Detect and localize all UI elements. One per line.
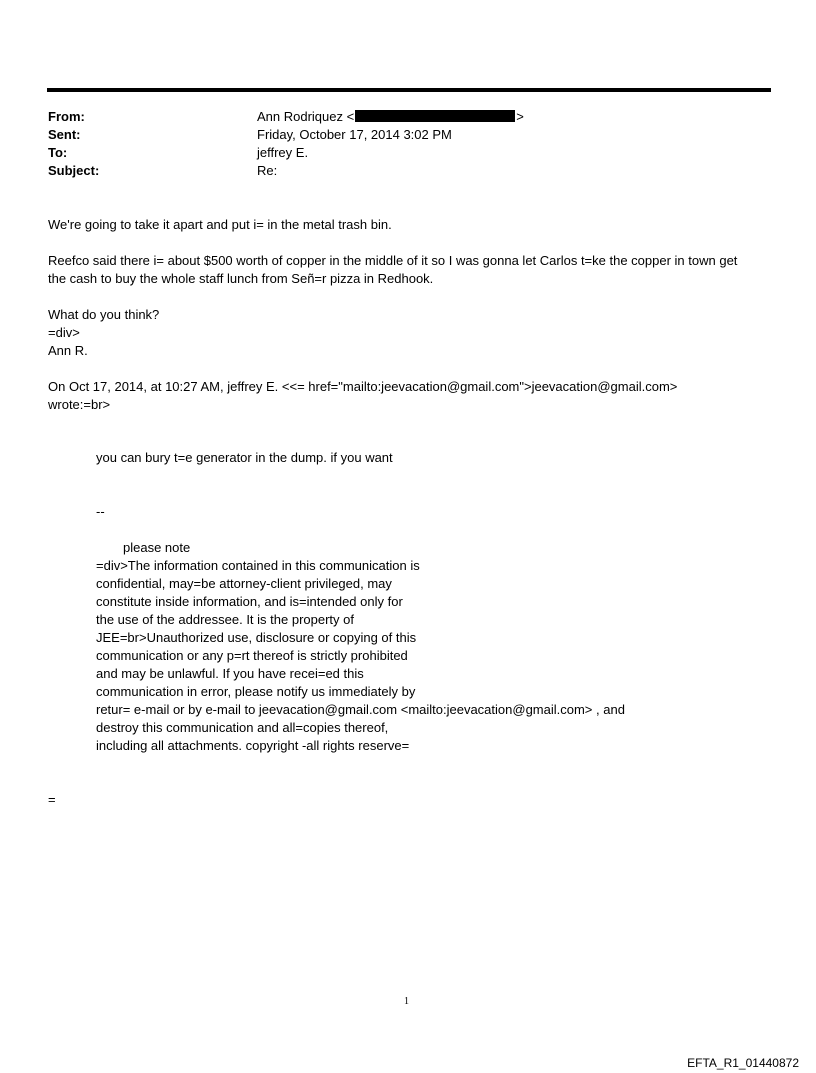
sent-label: Sent: <box>48 127 81 142</box>
subject-label: Subject: <box>48 163 100 178</box>
signature-name: Ann R. <box>48 343 88 358</box>
header-rule <box>47 88 771 92</box>
signature-dash: -- <box>96 504 105 519</box>
page-number: 1 <box>404 996 409 1007</box>
body-line: What do you think? <box>48 307 160 322</box>
to-label: To: <box>48 145 68 160</box>
to-value: jeffrey E. <box>257 145 309 160</box>
from-label: From: <box>48 109 85 124</box>
quote-header: wrote:=br> <box>48 397 111 412</box>
sent-value: Friday, October 17, 2014 3:02 PM <box>257 127 452 142</box>
document-id: EFTA_R1_01440872 <box>687 1056 799 1070</box>
body-line: We're going to take it apart and put i= in the metal trash bin. <box>48 217 392 232</box>
please-note: please note <box>123 540 191 555</box>
disclaimer-line: confidential, may=be attorney-client privileged, may <box>96 576 392 591</box>
body-line: Reefco said there i= about $500 worth of copper in the middle of it so I was gonna let Carlos t=ke the copper in town get <box>48 253 738 268</box>
disclaimer-line: communication or any p=rt thereof is strictly prohibited <box>96 648 408 663</box>
disclaimer-line: destroy this communication and all=copies thereof, <box>96 720 389 735</box>
subject-value: Re: <box>257 163 278 178</box>
disclaimer-line: =div>The information contained in this communication is <box>96 558 420 573</box>
from-value <box>257 109 524 124</box>
disclaimer-line: retur= e-mail or by e-mail to jeevacation@gmail.com <mailto:jeevacation@gmail.com> , and <box>96 702 625 717</box>
from-close: > <box>516 109 524 124</box>
disclaimer-line: JEE=br>Unauthorized use, disclosure or copying of this <box>96 630 417 645</box>
disclaimer-line: the use of the addressee. It is the property of <box>96 612 354 627</box>
from-name: Ann Rodriquez < <box>257 109 355 124</box>
disclaimer-line: and may be unlawful. If you have recei=ed this <box>96 666 364 681</box>
quote-header: On Oct 17, 2014, at 10:27 AM, jeffrey E. <<= href="mailto:jeevacation@gmail.com">jeevacation@gmail.com> <box>48 379 678 394</box>
disclaimer-line: constitute inside information, and is=intended only for <box>96 594 403 609</box>
body-line: =div> <box>48 325 80 340</box>
trailing-char: = <box>48 792 56 807</box>
quoted-message: you can bury t=e generator in the dump. if you want <box>96 450 393 465</box>
disclaimer-line: including all attachments. copyright -all rights reserve= <box>96 738 410 753</box>
redaction-bar <box>355 110 515 122</box>
body-line: the cash to buy the whole staff lunch from Señ=r pizza in Redhook. <box>48 271 434 286</box>
disclaimer-line: communication in error, please notify us immediately by <box>96 684 416 699</box>
